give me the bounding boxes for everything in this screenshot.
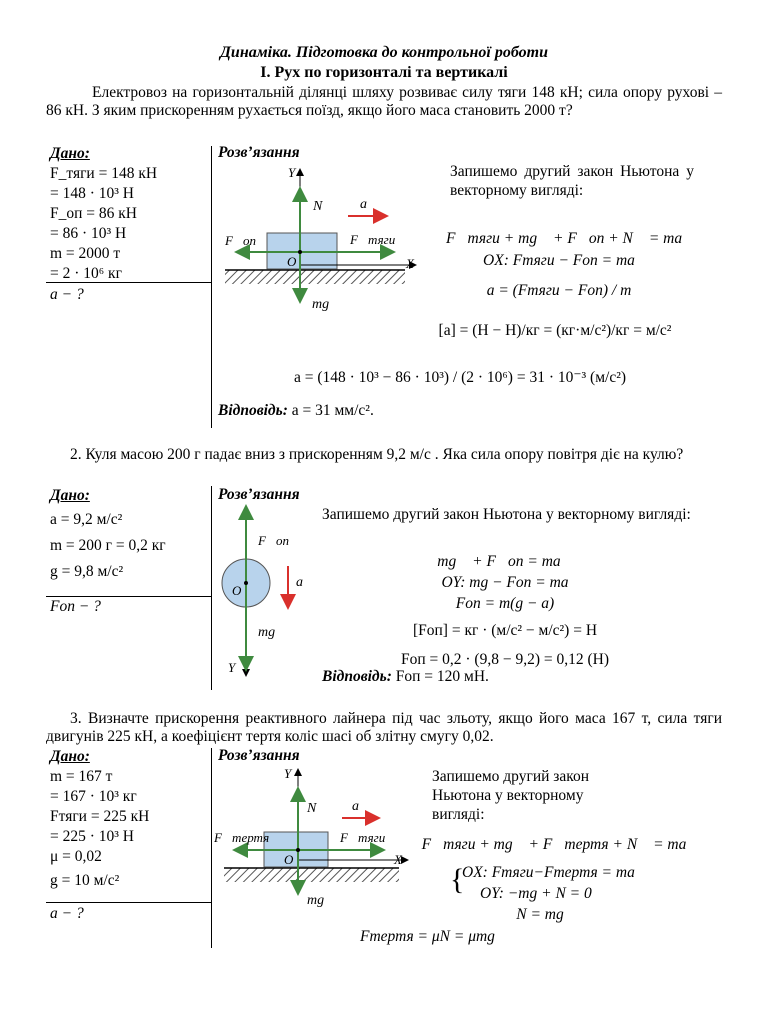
x-label: X xyxy=(406,256,414,271)
answer-value: a = 31 мм/с². xyxy=(291,402,374,419)
given-line: Fтяги = 225 кН xyxy=(50,808,150,825)
solution-label: Розв’язання xyxy=(218,144,300,161)
given-line: g = 10 м/с² xyxy=(50,872,120,889)
given-label: Дано: xyxy=(50,145,90,162)
mg-label: mg⃗ xyxy=(307,893,335,908)
origin-label: O xyxy=(284,852,294,867)
n-label: N⃗ xyxy=(307,801,328,816)
equation: Fоп = m(g − a) xyxy=(455,595,555,612)
ground-hatch xyxy=(225,270,405,284)
fter-label: F⃗тертя xyxy=(214,830,270,845)
fop-label: F⃗оп xyxy=(258,533,290,548)
given-line: m = 167 т xyxy=(50,768,113,785)
equation: a = (148 · 10³ − 86 · 10³) / (2 · 10⁶) = 31 · 10⁻³ (м/с²) xyxy=(293,369,627,386)
equation: OY: −mg + N = 0 xyxy=(480,885,592,902)
given-block xyxy=(50,144,157,284)
equation: a = (Fтяги − Fоп) / m xyxy=(486,282,632,299)
y-label: Y xyxy=(228,660,236,675)
x-label: X xyxy=(394,852,402,867)
equation: Fтертя = μN = μmg xyxy=(360,928,495,945)
a-label: a⃗ xyxy=(352,799,370,814)
force-diagram-1 xyxy=(220,160,430,320)
solution-label: Розв’язання xyxy=(218,486,300,503)
ftyagi-label: F⃗тяги xyxy=(340,830,386,845)
page-title: Динаміка. Підготовка до контрольної роботи xyxy=(220,44,548,61)
find-value: a − ? xyxy=(50,905,84,922)
a-label: a⃗ xyxy=(296,575,314,590)
given-block xyxy=(50,747,149,895)
given-line: = 167 · 10³ кг xyxy=(50,788,137,805)
answer xyxy=(218,402,374,420)
y-label: Y xyxy=(288,165,296,180)
ground-hatch xyxy=(224,868,399,882)
problem-1-text: Електровоз на горизонтальній ділянці шляху розвиває силу тяги 148 кН; сила опору руховi – 86 кН. З яким прискоренням рухається поїзд, якщо його маса становить 2000 т? xyxy=(46,84,722,119)
solution-text: Запишемо другий закон Ньютона у векторному вигляді: xyxy=(432,768,590,823)
equation: Fоп = 0,2 · (9,8 − 9,2) = 0,12 (Н) xyxy=(400,651,610,668)
divider-horizontal xyxy=(46,596,211,597)
problem-2-text: 2. Куля масою 200 г падає вниз з прискоренням 9,2 м/с . Яка сила опору повітря діє на кулю? xyxy=(70,446,684,463)
given-line: μ = 0,02 xyxy=(50,848,102,865)
given-line: = 2 · 10⁶ кг xyxy=(50,265,122,282)
ftyagi-label: F⃗тяги xyxy=(350,232,396,247)
equation: N = mg xyxy=(516,906,564,923)
origin-label: O xyxy=(287,254,297,269)
divider-vertical xyxy=(211,146,212,428)
solution-label: Розв’язання xyxy=(218,747,300,764)
force-diagram-2 xyxy=(216,500,316,680)
given-line: = 225 · 10³ Н xyxy=(50,828,134,845)
origin-label: O xyxy=(232,583,242,598)
find-value: a − ? xyxy=(50,286,84,303)
given-line: m = 2000 т xyxy=(50,245,121,262)
answer xyxy=(322,668,489,686)
given-line: F_тяги = 148 кН xyxy=(50,165,158,182)
given-line: = 148 · 10³ Н xyxy=(50,185,134,202)
given-line: F_оп = 86 кН xyxy=(50,205,138,222)
mg-label: mg⃗ xyxy=(312,297,340,312)
problem-3-text: 3. Визначте прискорення реактивного лайнера під час зльоту, якщо його маса 167 т, сила тяги двигунів 225 кН, а коефіцієнт тертя коліс шасі об злітну смугу 0,02. xyxy=(46,710,722,745)
given-block xyxy=(50,486,166,586)
answer-label: Відповідь: xyxy=(322,668,392,685)
section-title: I. Рух по горизонталі та вертикалі xyxy=(260,64,508,81)
equation: F⃗тяги + mg⃗ + F⃗оп + N⃗ = ma⃗ xyxy=(446,230,695,247)
force-diagram-3 xyxy=(212,760,417,910)
equation: F⃗тяги + mg⃗ + F⃗тертя + N⃗ = ma⃗ xyxy=(421,836,699,853)
system-brace: { xyxy=(450,863,465,896)
given-line: a = 9,2 м/с² xyxy=(50,511,123,528)
n-label: N⃗ xyxy=(313,199,334,214)
given-label: Дано: xyxy=(50,748,90,765)
equation: mg⃗ + F⃗оп = ma⃗ xyxy=(437,553,573,570)
fop-label: F⃗оп xyxy=(225,233,257,248)
equation: [Fоп] = кг · (м/с² − м/с²) = Н xyxy=(412,622,598,639)
mg-label: mg⃗ xyxy=(258,625,286,640)
y-label: Y xyxy=(284,766,292,781)
equation: OX: Fтяги − Fоп = ma xyxy=(483,252,635,269)
divider-vertical xyxy=(211,486,212,690)
answer-value: Fоп = 120 мН. xyxy=(395,668,489,685)
given-line: g = 9,8 м/с² xyxy=(50,563,124,580)
divider-horizontal xyxy=(46,902,211,903)
solution-text: Запишемо другий закон Ньютона у векторному вигляді: xyxy=(322,506,691,523)
find-value: Fоп − ? xyxy=(50,598,101,615)
equation: [a] = (Н − Н)/кг = (кг·м/с²)/кг = м/с² xyxy=(438,322,672,339)
a-label: a⃗ xyxy=(360,197,378,212)
given-label: Дано: xyxy=(50,487,90,504)
answer-label: Відповідь: xyxy=(218,402,288,419)
solution-text: Запишемо другий закон Ньютона у векторному вигляді: xyxy=(450,163,694,199)
given-line: m = 200 г = 0,2 кг xyxy=(50,537,166,554)
equation: OX: Fтяги−Fтертя = ma xyxy=(462,864,635,881)
equation: OY: mg − Fоп = ma xyxy=(441,574,569,591)
given-line: = 86 · 10³ Н xyxy=(50,225,127,242)
